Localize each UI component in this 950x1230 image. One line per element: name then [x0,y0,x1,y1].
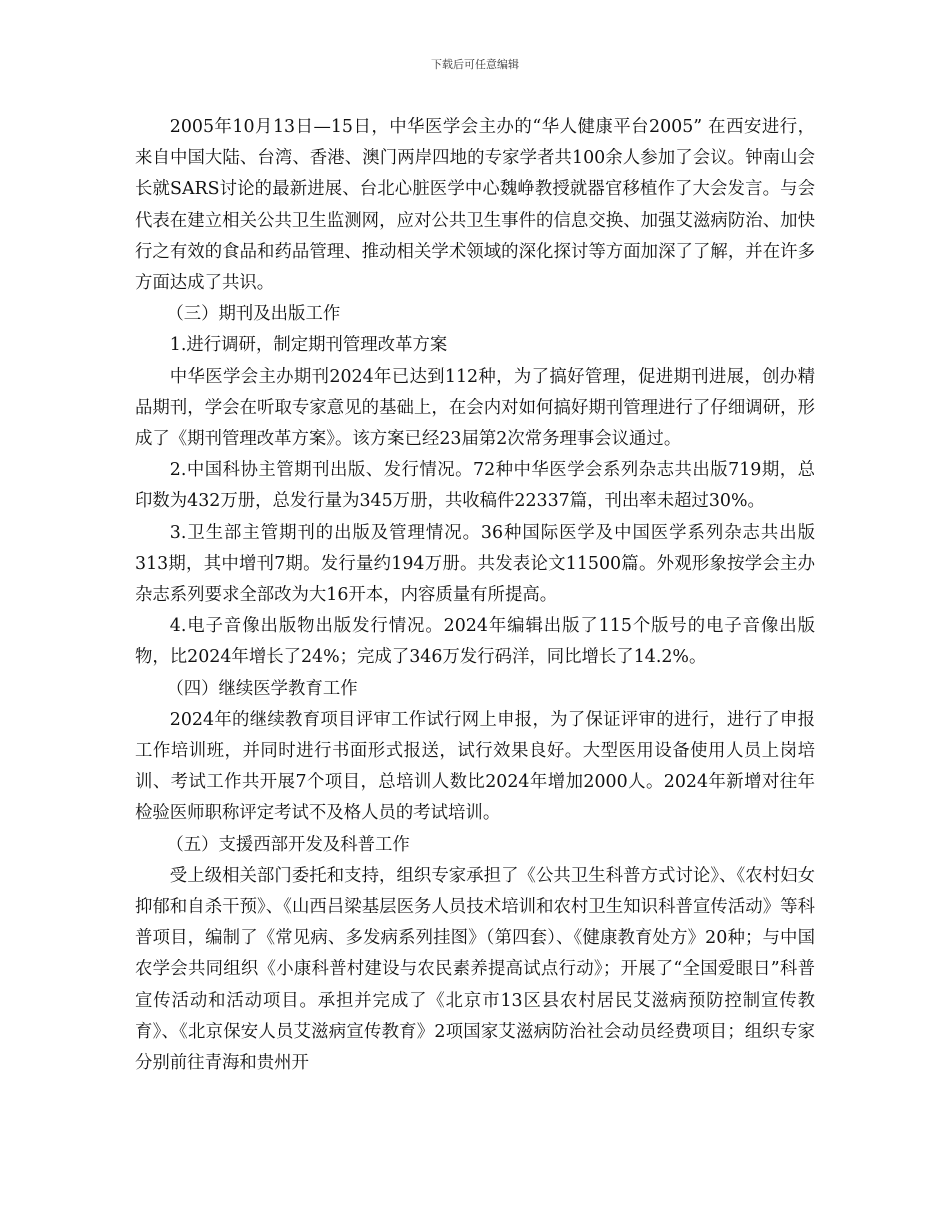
section-heading-journals: （三）期刊及出版工作 [166,304,341,325]
paragraph-science-popularization: 受上级相关部门委托和支持，组织专家承担了《公共卫生科普方式讨论》、《农村妇女抑郁和自杀干预》、《山西吕梁基层医务人员技术培训和农村卫生知识科普宣传活动》等科普项目，编制了《常见病、多发病系列挂图》（第四套）、《健康教育处方》20种；与中国农学会共同组织《小康科普村建设与农民素养提高试点行动》；开展了“全国爱眼日”科普宣传活动和活动项目。承担并完成了《北京市13区县农村居民艾滋病预防控制宣传教育》、《北京保安人员艾滋病宣传教育》2项国家艾滋病防治社会动员经费项目；组织专家分别前往青海和贵州开 [135,865,815,1074]
document-body [135,112,815,1079]
page-header: 下载后可任意编辑 [431,58,519,71]
paragraph-continuing-education: 2024年的继续教育项目评审工作试行网上申报，为了保证评审的进行，进行了申报工作培训班，并同时进行书面形式报送，试行效果良好。大型医用设备使用人员上岗培训、考试工作共开展7个项目，总培训人数比2024年增加2000人。2024年新增对往年检验医师职称评定考试不及格人员的考试培训。 [135,709,815,824]
paragraph-health-ministry-journals: 3.卫生部主管期刊的出版及管理情况。36种国际医学及中国医学系列杂志共出版313期，其中增刊7期。发行量约194万册。共发表论文11500篇。外观形象按学会主办杂志系列要求全部改为大16开本，内容质量有所提高。 [135,522,815,606]
section-heading-western-support: （五）支援西部开发及科普工作 [166,834,410,855]
paragraph-conference: 2005年10月13日—15日，中华医学会主办的“华人健康平台2005” 在西安进行，来自中国大陆、台湾、香港、澳门两岸四地的专家学者共100余人参加了会议。钟南山会长就SARS讨论的最新进展、台北心脏医学中心魏峥教授就器官移植作了大会发言。与会代表在建立相关公共卫生监测网，应对公共卫生事件的信息交换、加强艾滋病防治、加快行之有效的食品和药品管理、推动相关学术领域的深化探讨等方面加深了了解，并在许多方面达成了共识。 [135,117,815,294]
section-heading-education: （四）继续医学教育工作 [166,678,358,699]
item-heading-research: 1.进行调研，制定期刊管理改革方案 [169,335,448,356]
paragraph-journal-reform: 中华医学会主办期刊2024年已达到112种，为了搞好管理，促进期刊进展，创办精品期刊，学会在听取专家意见的基础上，在会内对如何搞好期刊管理进行了仔细调研，形成了《期刊管理改革方案》。该方案已经23届第2次常务理事会议通过。 [135,366,815,450]
paragraph-cast-journals: 2.中国科协主管期刊出版、发行情况。72种中华医学会系列杂志共出版719期，总印数为432万册，总发行量为345万册，共收稿件22337篇，刊出率未超过30%。 [135,460,815,512]
paragraph-electronic-publications: 4.电子音像出版物出版发行情况。2024年编辑出版了115个版号的电子音像出版物，比2024年增长了24%；完成了346万发行码洋，同比增长了14.2%。 [135,616,815,668]
